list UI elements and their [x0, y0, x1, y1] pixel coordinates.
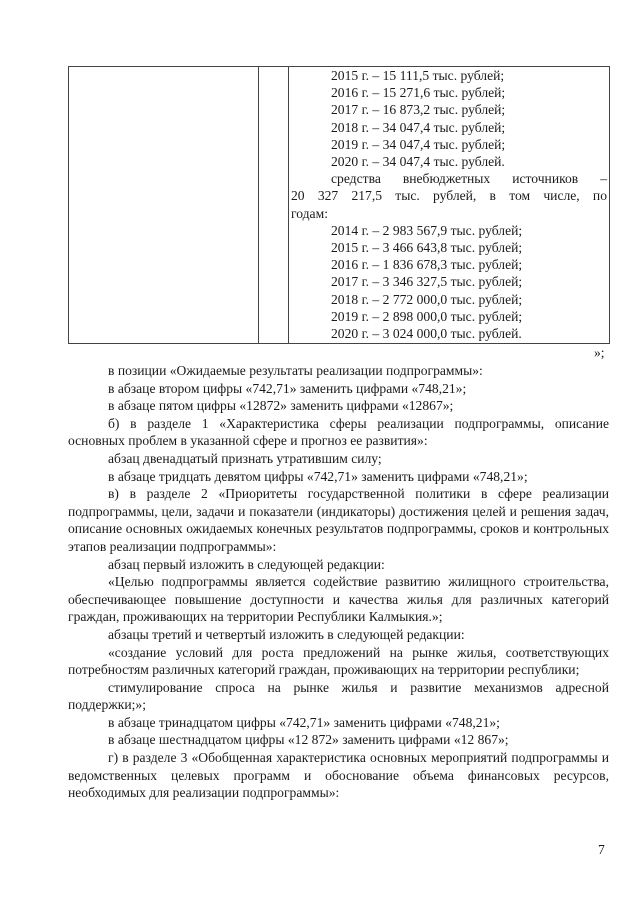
funding-line: 2015 г. – 15 111,5 тыс. рублей;	[331, 68, 505, 83]
paragraph: в позиции «Ожидаемые результаты реализации подпрограммы»:	[108, 363, 483, 378]
funding-cell	[291, 67, 607, 342]
extrabudget-intro: средства внебюджетных источников –	[331, 171, 607, 187]
document-body	[68, 362, 609, 802]
funding-line: 2020 г. – 34 047,4 тыс. рублей.	[331, 154, 505, 170]
extrabudget-intro: 20 327 217,5 тыс. рублей, в том числе, по	[291, 188, 607, 204]
extrabudget-line: 2014 г. – 2 983 567,9 тыс. рублей;	[331, 222, 523, 238]
extrabudget-line: 2015 г. – 3 466 643,8 тыс. рублей;	[331, 240, 523, 256]
paragraph: б) в разделе 1 «Характеристика сферы реализации подпрограммы, описание основных проблем в указанной сфере и прогноз ее развития»:	[68, 415, 609, 449]
paragraph: в абзаце втором цифры «742,71» заменить цифрами «748,21»;	[108, 380, 467, 396]
paragraph: абзацы третий и четвертый изложить в следующей редакции:	[108, 626, 465, 642]
paragraph: г) в разделе 3 «Обобщенная характеристика основных мероприятий подпрограммы и ведомственных целевых программ и обоснование объема финансовых ресурсов, необходимых для реализации подпрограммы»:	[68, 750, 609, 801]
paragraph: в абзаце тридцать девятом цифры «742,71» заменить цифрами «748,21»;	[108, 468, 528, 484]
extrabudget-line: 2018 г. – 2 772 000,0 тыс. рублей;	[331, 291, 523, 307]
extrabudget-line: 2016 г. – 1 836 678,3 тыс. рублей;	[331, 257, 523, 273]
paragraph: в) в разделе 2 «Приоритеты государственной политики в сфере реализации подпрограммы, цели, задачи и показатели (индикаторы) достижения целей и решения задач, описание основных ожидаемых конечных результатов подпрограммы, сроков и контрольных этапов реализации подпрограммы»:	[68, 486, 609, 554]
extrabudget-line: 2017 г. – 3 346 327,5 тыс. рублей;	[331, 274, 523, 290]
paragraph: в абзаце шестнадцатом цифры «12 872» заменить цифрами «12 867»;	[108, 732, 509, 748]
paragraph: стимулирование спроса на рынке жилья и развитие механизмов адресной поддержки;»;	[68, 679, 609, 713]
closing-quote: »;	[594, 345, 605, 360]
paragraph: в абзаце пятом цифры «12872» заменить цифрами «12867»;	[108, 398, 454, 414]
paragraph: абзац двенадцатый признать утратившим силу;	[108, 450, 382, 466]
extrabudget-line: 2019 г. – 2 898 000,0 тыс. рублей;	[331, 308, 523, 324]
page-number: 7	[598, 842, 605, 857]
funding-table	[68, 66, 610, 344]
paragraph: абзац первый изложить в следующей редакции:	[108, 556, 385, 572]
funding-line: 2018 г. – 34 047,4 тыс. рублей;	[331, 119, 506, 135]
table-column-divider	[288, 67, 289, 343]
table-column-divider	[258, 67, 259, 343]
extrabudget-intro: годам:	[291, 205, 328, 221]
paragraph: «Целью подпрограммы является содействие развитию жилищного строительства, обеспечивающее повышение доступности и качества жилья для различных категорий граждан, проживающих на территории Республики Калмыкия.»;	[68, 574, 609, 625]
extrabudget-line: 2020 г. – 3 024 000,0 тыс. рублей.	[331, 326, 522, 342]
funding-line: 2016 г. – 15 271,6 тыс. рублей;	[331, 85, 506, 101]
paragraph: «создание условий для роста предложений на рынке жилья, соответствующих потребностям различных категорий граждан, проживающих на территории республики;	[68, 644, 609, 678]
paragraph: в абзаце тринадцатом цифры «742,71» заменить цифрами «748,21»;	[108, 714, 500, 730]
funding-line: 2017 г. – 16 873,2 тыс. рублей;	[331, 102, 506, 118]
funding-line: 2019 г. – 34 047,4 тыс. рублей;	[331, 136, 506, 152]
